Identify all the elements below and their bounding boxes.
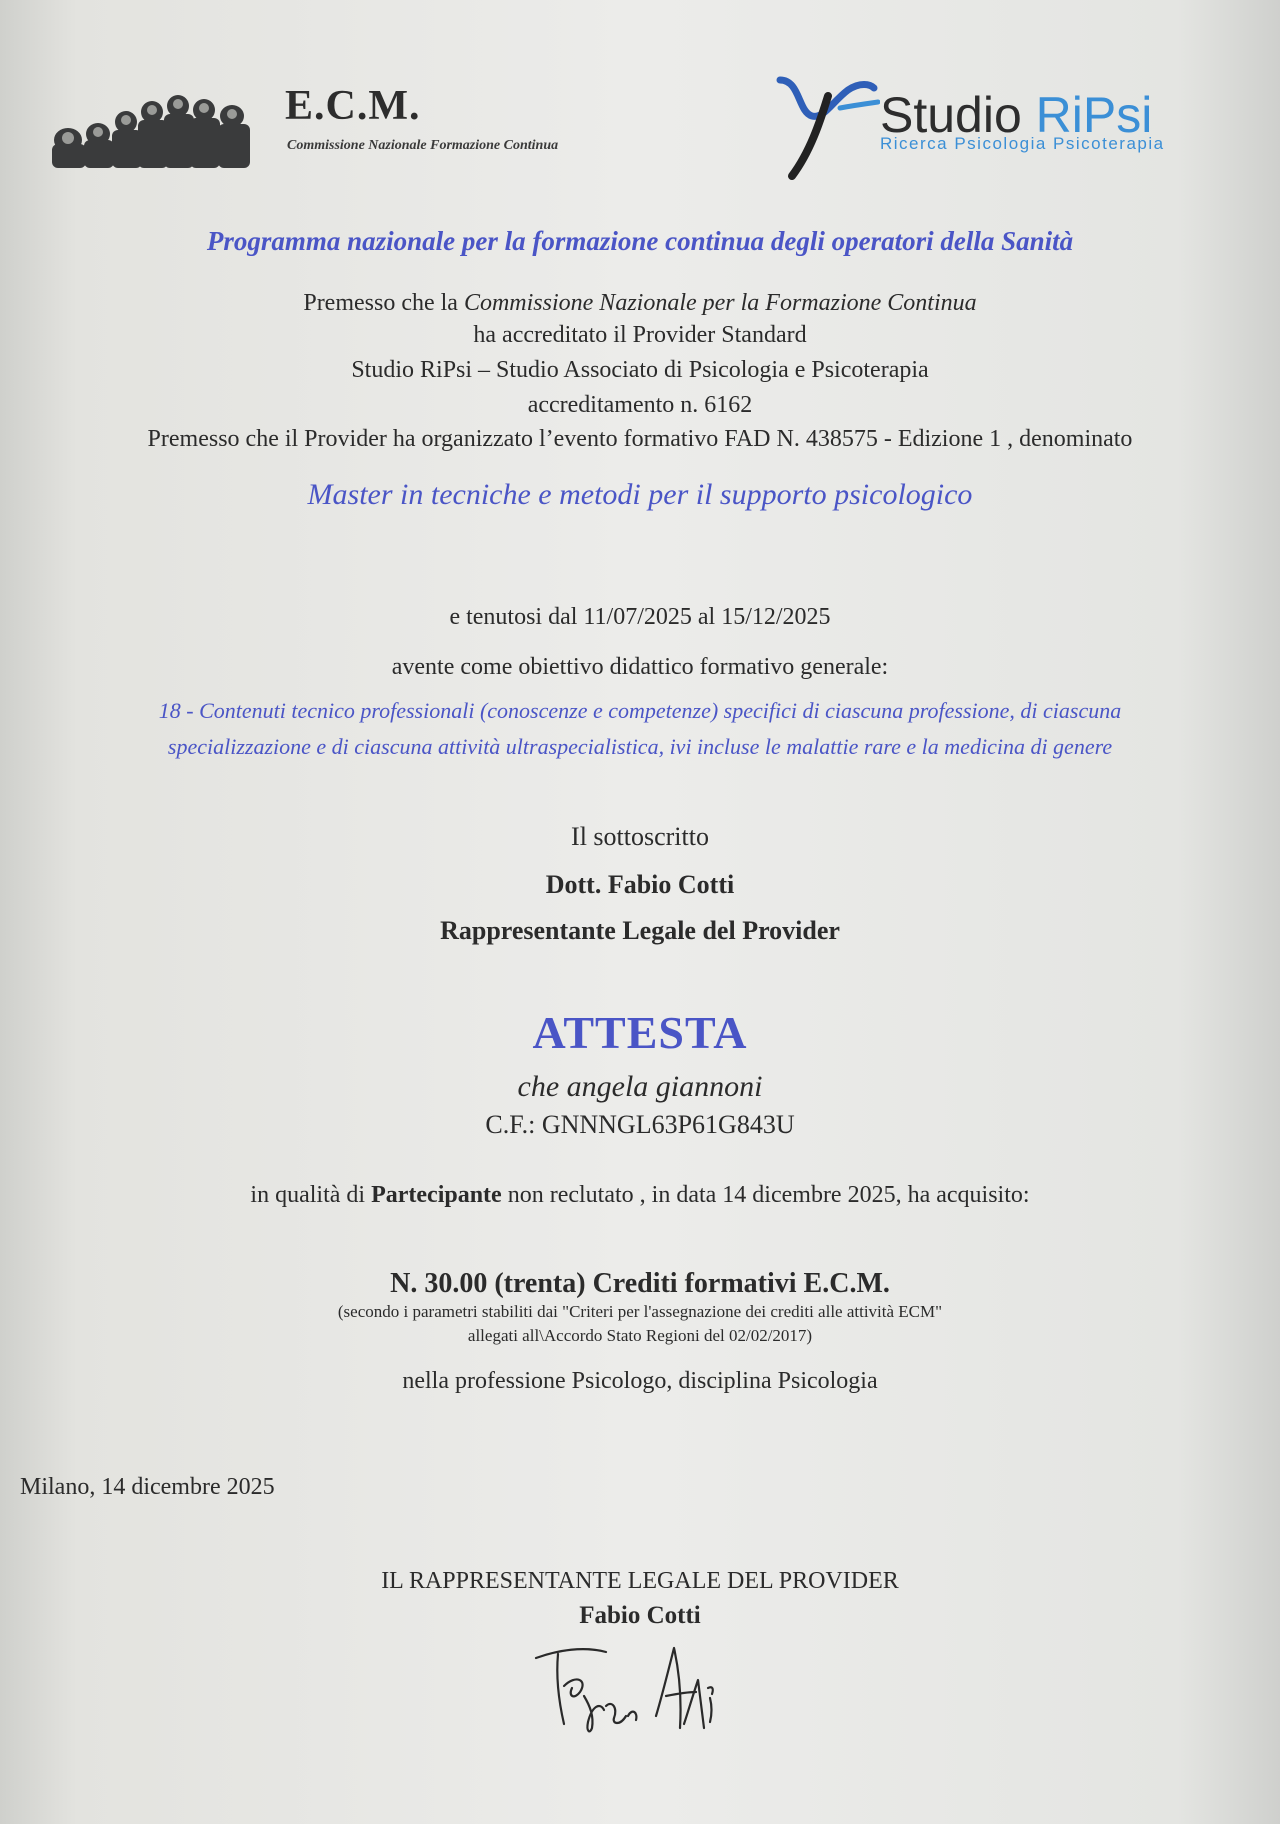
premise-commission-name: Commissione Nazionale per la Formazione Continua xyxy=(463,290,977,316)
premise-line-1-prefix: Premesso che la xyxy=(303,290,464,316)
acquired-role: Partecipante xyxy=(371,1182,502,1208)
premise-line-5: Premesso che il Provider ha organizzato l’evento formativo FAD N. 438575 - Edizione 1 , denominato xyxy=(147,426,1133,452)
objective-line-1: 18 - Contenuti tecnico professionali (conoscenze e competenze) specifici di ciascuna professione, di ciascuna xyxy=(158,698,1122,723)
participant-name: che angela giannoni xyxy=(517,1070,763,1103)
signatory-intro: Il sottoscritto xyxy=(571,822,709,851)
premise-line-3: Studio RiPsi – Studio Associato di Psicologia e Psicoterapia xyxy=(351,357,929,383)
ecm-title: E.C.M. xyxy=(285,83,421,129)
signatory-role: Rappresentante Legale del Provider xyxy=(440,916,840,945)
acquired-suffix: non reclutato , in data 14 dicembre 2025, ha acquisito: xyxy=(501,1182,1030,1208)
premise-line-1 xyxy=(0,290,1280,317)
acquired-prefix: in qualità di xyxy=(250,1182,372,1208)
ripsi-name-ripsi: RiPsi xyxy=(1035,87,1153,143)
ripsi-psi-symbol-logo xyxy=(770,72,880,182)
footer-role: IL RAPPRESENTANTE LEGALE DEL PROVIDER xyxy=(381,1568,899,1594)
acquired-statement xyxy=(0,1182,1280,1209)
event-title: Master in tecniche e metodi per il supporto psicologico xyxy=(307,478,973,511)
handwritten-signature xyxy=(528,1636,728,1746)
event-dates: e tenutosi dal 11/07/2025 al 15/12/2025 xyxy=(449,604,831,630)
objective-line-2: specializzazione e di ciascuna attività ultraspecialistica, ivi incluse le malattie rare e la medicina di genere xyxy=(167,734,1113,759)
credits-note-2: allegati all\Accordo Stato Regioni del 02/02/2017) xyxy=(467,1326,813,1345)
credits-profession: nella professione Psicologo, disciplina Psicologia xyxy=(402,1368,878,1394)
ripsi-name-studio: Studio xyxy=(880,87,1036,143)
credits-main: N. 30.00 (trenta) Crediti formativi E.C.M. xyxy=(390,1268,890,1299)
premise-line-4: accreditamento n. 6162 xyxy=(527,392,753,418)
signatory-name: Dott. Fabio Cotti xyxy=(545,870,735,899)
program-title: Programma nazionale per la formazione continua degli operatori della Sanità xyxy=(206,226,1074,256)
credits-note-1: (secondo i parametri stabiliti dai "Criteri per l'assegnazione dei crediti alle attività ECM" xyxy=(337,1302,943,1321)
place-date: Milano, 14 dicembre 2025 xyxy=(20,1474,275,1500)
objective-intro: avente come obiettivo didattico formativo generale: xyxy=(391,654,889,680)
premise-line-2: ha accreditato il Provider Standard xyxy=(473,322,807,348)
participant-fiscal-code: C.F.: GNNNGL63P61G843U xyxy=(485,1110,795,1139)
attesta-heading: ATTESTA xyxy=(532,1007,748,1058)
ecm-subtitle: Commissione Nazionale Formazione Continua xyxy=(287,138,559,153)
ripsi-logo-tagline: Ricerca Psicologia Psicoterapia xyxy=(880,134,1165,153)
footer-name: Fabio Cotti xyxy=(579,1602,701,1629)
ecm-group-photo-logo xyxy=(46,82,264,168)
